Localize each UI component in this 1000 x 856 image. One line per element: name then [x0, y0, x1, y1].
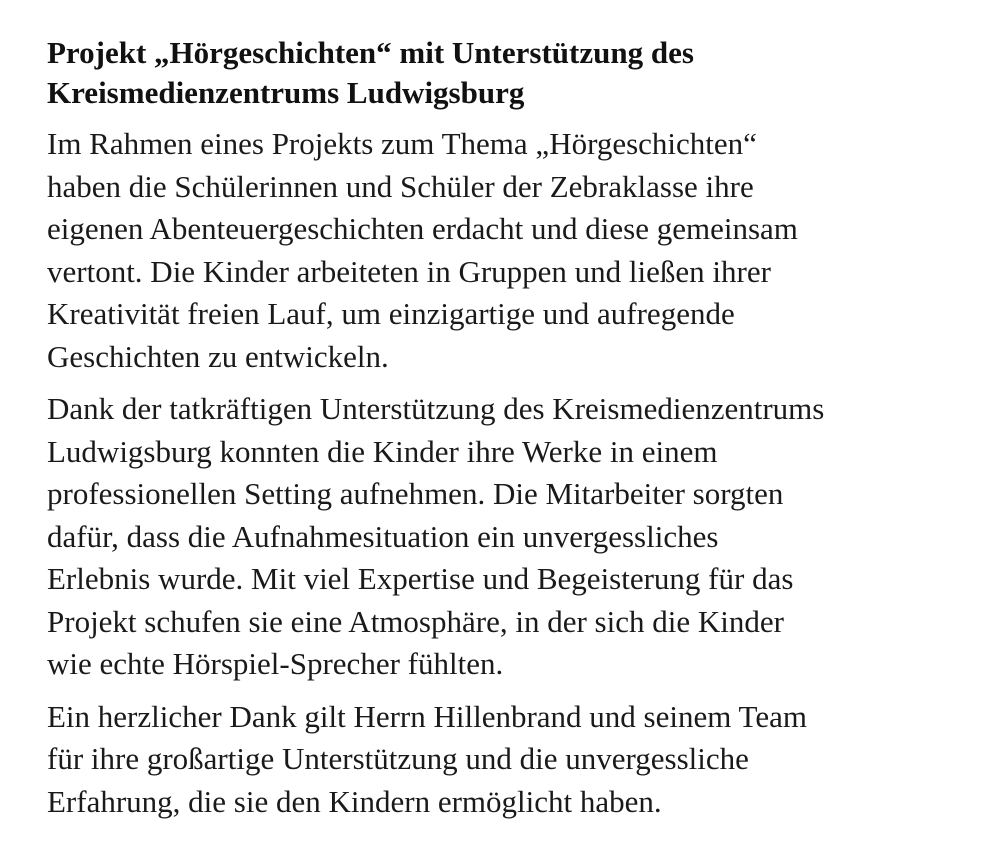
paragraph-line: Erlebnis wurde. Mit viel Expertise und Begeisterung für das [47, 561, 794, 596]
paragraph-support [47, 388, 967, 686]
paragraph-line: Projekt schufen sie eine Atmosphäre, in der sich die Kinder [47, 603, 784, 639]
paragraph-thanks [47, 696, 967, 824]
article-title-line: Kreismedienzentrums Ludwigsburg [47, 75, 525, 110]
paragraph-line: vertont. Die Kinder arbeiteten in Gruppen und ließen ihrer [47, 253, 771, 289]
paragraph-line: Geschichten zu entwickeln. [47, 338, 389, 374]
paragraph-line: dafür, dass die Aufnahmesituation ein unvergessliches [47, 518, 719, 554]
paragraph-line: Kreativität freien Lauf, um einzigartige und aufregende [47, 296, 735, 331]
article-title [47, 33, 967, 113]
paragraph-project-intro [47, 123, 967, 378]
paragraph-line: Ludwigsburg konnten die Kinder ihre Werke in einem [47, 433, 718, 469]
paragraph-line: eigenen Abenteuergeschichten erdacht und diese gemeinsam [47, 211, 798, 246]
paragraph-line: wie echte Hörspiel-Sprecher fühlten. [47, 646, 504, 681]
paragraph-line: Im Rahmen eines Projekts zum Thema „Hörgeschichten“ [47, 126, 757, 161]
paragraph-line: Dank der tatkräftigen Unterstützung des Kreismedienzentrums [47, 391, 825, 426]
paragraph-line: professionellen Setting aufnehmen. Die Mitarbeiter sorgten [47, 476, 784, 511]
paragraph-line: Erfahrung, die sie den Kindern ermöglicht haben. [47, 783, 662, 819]
article-title-line: Projekt „Hörgeschichten“ mit Unterstützung des [47, 35, 694, 70]
paragraph-line: haben die Schülerinnen und Schüler der Zebraklasse ihre [47, 168, 754, 204]
article [47, 33, 967, 833]
paragraph-line: für ihre großartige Unterstützung und die unvergessliche [47, 741, 749, 776]
paragraph-line: Ein herzlicher Dank gilt Herrn Hillenbrand und seinem Team [47, 698, 807, 734]
